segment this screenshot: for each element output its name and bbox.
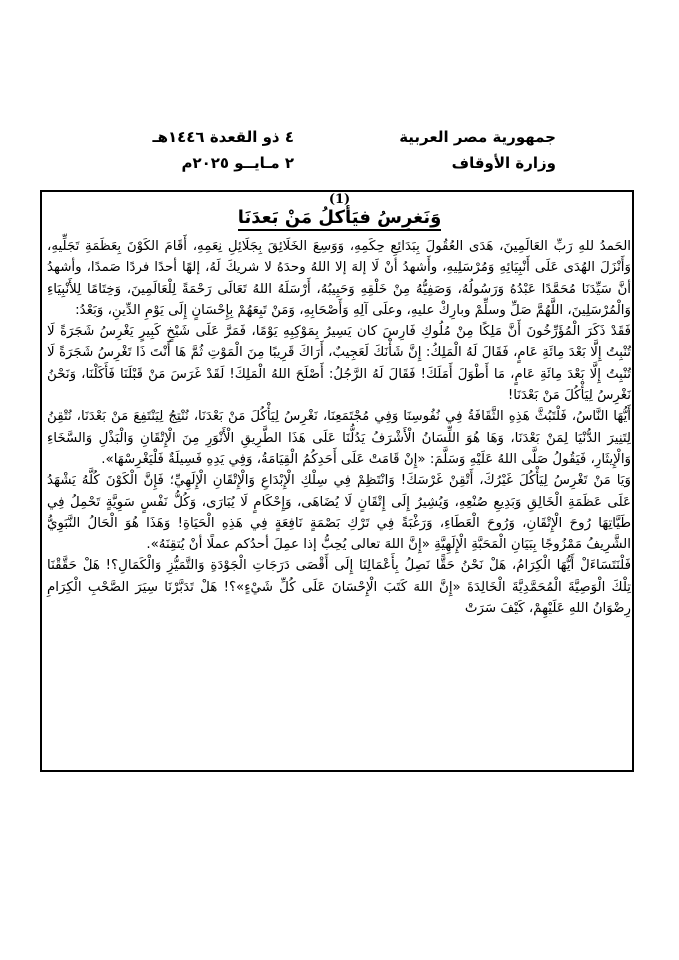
ministry-label: وزارة الأوقاف [451,154,556,172]
paragraph: فَقَدْ ذَكَرَ الْمُؤَرِّخُونَ أَنَّ مَلِكًا مِنْ مُلُوكِ فَارِسَ كان يَسِيرُ بِمَوْكِبِهِ يَوْمًا، فَمَرَّ عَلَى شَيْخٍ كَبِيرٍ يَغْرِسُ شَجَرَةً لَا تُنْبِتُ إِلَّا بَعْدَ مِائَةِ عَامٍ، فَقَالَ لَهُ الْمَلِكُ: إِنَّ شَأْنَكَ لَعَجِيبٌ، أَرَاكَ قَرِيبًا مِنَ الْمَوْتِ ثُمَّ هَا أَنْتَ ذَا تَغْرِسُ شَجَرَةً لَا تُنْبِتُ إِلَّا بَعْدَ مِائَةِ عَامٍ، مَا أَطْوَلَ أَمَلَكَ! فَقَالَ لَهُ الرَّجُلُ: أَصْلَحَ اللهُ الْمَلِكَ! لَقَدْ غَرَسَ مَنْ قَبْلَنَا فَأَكَلْنَا، وَنَحْنُ نَغْرِسُ لِيَأْكُلَ مَنْ بَعْدَنَا! [47,324,631,404]
paragraph: الحَمدُ للهِ رَبِّ العَالَمِينَ، هَدَى العُقُولَ بِبَدَائِعِ حِكَمِهِ، وَوَسِعَ الخَلَائِقَ بِجَلَائِلِ نِعَمِهِ، أَقَامَ الكَوْنَ بِعَظَمَةِ تَجَلِّيهِ، وَأَنْزَلَ الهُدَى عَلَى أَنْبِيَائِهِ وَمُرْسَلِيهِ، وأَشهدُ أنْ لَا إلهَ إلا اللهُ وحدَهُ لا شريكَ لَهُ، إلهًا أحدًا فردًا صَمدًا، وأشهدُ أنَّ سَيِّدَنَا مُحَمَّدًا عَبْدُهُ وَرَسُولُهُ، وَصَفِيُّهُ مِنْ خَلْقِهِ وَحَبِيبُهُ، أَرْسَلَهُ اللهُ تَعَالَى رَحْمَةً لِلْعَالَمِينَ، وَخِتَامًا لِلأَنْبِيَاءِ وَالْمُرْسَلِينَ، اللَّهُمَّ صَلِّ وسلِّمْ وبارِكْ عليهِ، وعلَى آلِهِ وَأَصْحَابِهِ، وَمَنْ تَبِعَهُمْ بِإِحْسَانٍ إِلَى يَوْمِ الدِّينِ، وَبَعْدُ: [47,239,631,318]
sermon-title-text: وَنَغرِسُ فيَأكلُ مَنْ بَعدَنَا [238,207,442,231]
paragraph: أَيُّهَا النَّاسُ، فَلْتَبُثَّ هَذِهِ الثَّقَافَةُ فِي نُفُوسِنَا وَفِي مُجْتَمَعِنَا، نَغْرِسُ لِيَأْكُلَ مَنْ بَعْدَنَا، نُنْتِجُ لِيَنْتَفِعَ مَنْ بَعْدَنَا، نُتْقِنُ لِتَنِيرَ الدُّنْيَا لِمَنْ بَعْدَنَا، وَهَا هُوَ اللِّسَانُ الْأَشْرَفُ يَدُلُّنَا عَلَى هَذَا الطَّرِيقِ الْأَنْوَرِ مِنَ الْإِتْقَانِ وَالْبَذْلِ وَالسَّخَاءِ وَالْإِيثَارِ، فَيَقُولُ صَلَّى اللهُ عَلَيْهِ وَسَلَّمَ: «إِنْ قَامَتْ عَلَى أَحَدِكُمُ الْقِيَامَةُ، وَفِي يَدِهِ فَسِيلَةٌ فَلْيَغْرِسْهَا». [47,409,631,467]
paragraph: فَلْنَتَسَاءَلْ أَيُّهَا الْكِرَامُ، هَلْ نَحْنُ حَقًّا نَصِلُ بِأَعْمَالِنَا إِلَى أَقْصَى دَرَجَاتِ الْجَوْدَةِ وَالتَّمَيُّزِ وَالْكَمَالِ؟! هَلْ حَقَّقْنَا تِلْكَ الْوَصِيَّةَ الْمُحَمَّدِيَّةَ الْخَالِدَةَ «إِنَّ اللهَ كَتَبَ الْإِحْسَانَ عَلَى كُلِّ شَيْءٍ»؟! هَلْ تَدَبَّرْنَا سِيَرَ الصَّحْبِ الْكِرَامِ رِضْوَانُ اللهِ عَلَيْهِمْ، كَيْفَ سَرَتْ [47,558,631,617]
gregorian-date: ٢ مـايــو ٢٠٢٥م [181,154,294,172]
sermon-title [0,207,679,228]
hijri-date: ٤ ذو القعدة ١٤٤٦هـ [152,128,294,146]
sermon-body [47,236,631,619]
paragraph: وَيَا مَنْ تَغْرِسُ لِيَأْكُلَ غَيْرُكَ، أَتْقِنْ غَرْسَكَ! وَانْتَظِمْ فِي سِلْكِ الْإِبْدَاعِ وَالْإِتْقَانِ الْإِلَهِيِّ؛ فَإِنَّ الْكَوْنَ كُلَّهُ يَشْهَدُ عَلَى عَظَمَةِ الْخَالِقِ وَبَدِيعِ صُنْعِهِ، وَيُشِيرُ إِلَى إِتْقَانٍ لَا يُضَاهَى، وَإِحْكَامٍ لَا يُبَارَى، وَكُلُّ نَفْسٍ سَوِيَّةٍ تَحْمِلُ فِي طَيَّاتِهَا رُوحَ الْإِتْقَانِ، وَرُوحَ الْعَطَاءِ، وَرَغْبَةً فِي تَرْكِ بَصْمَةٍ نَافِعَةٍ فِي هَذِهِ الْحَيَاةِ! وَهَذَا هُوَ الْحَالُ النَّبَوِيُّ الشَّرِيفُ مَمْزُوجًا بِبَيَانِ الْمَحَبَّةِ الْإِلَهِيَّةِ «إِنَّ اللهَ تعالى يُحِبُّ إذا عمِلَ أحدُكم عملًا أنْ يُتقِنَهُ». [47,473,631,553]
republic-label: جمهورية مصر العربية [399,128,556,146]
sermon-number: (1) [328,192,351,207]
